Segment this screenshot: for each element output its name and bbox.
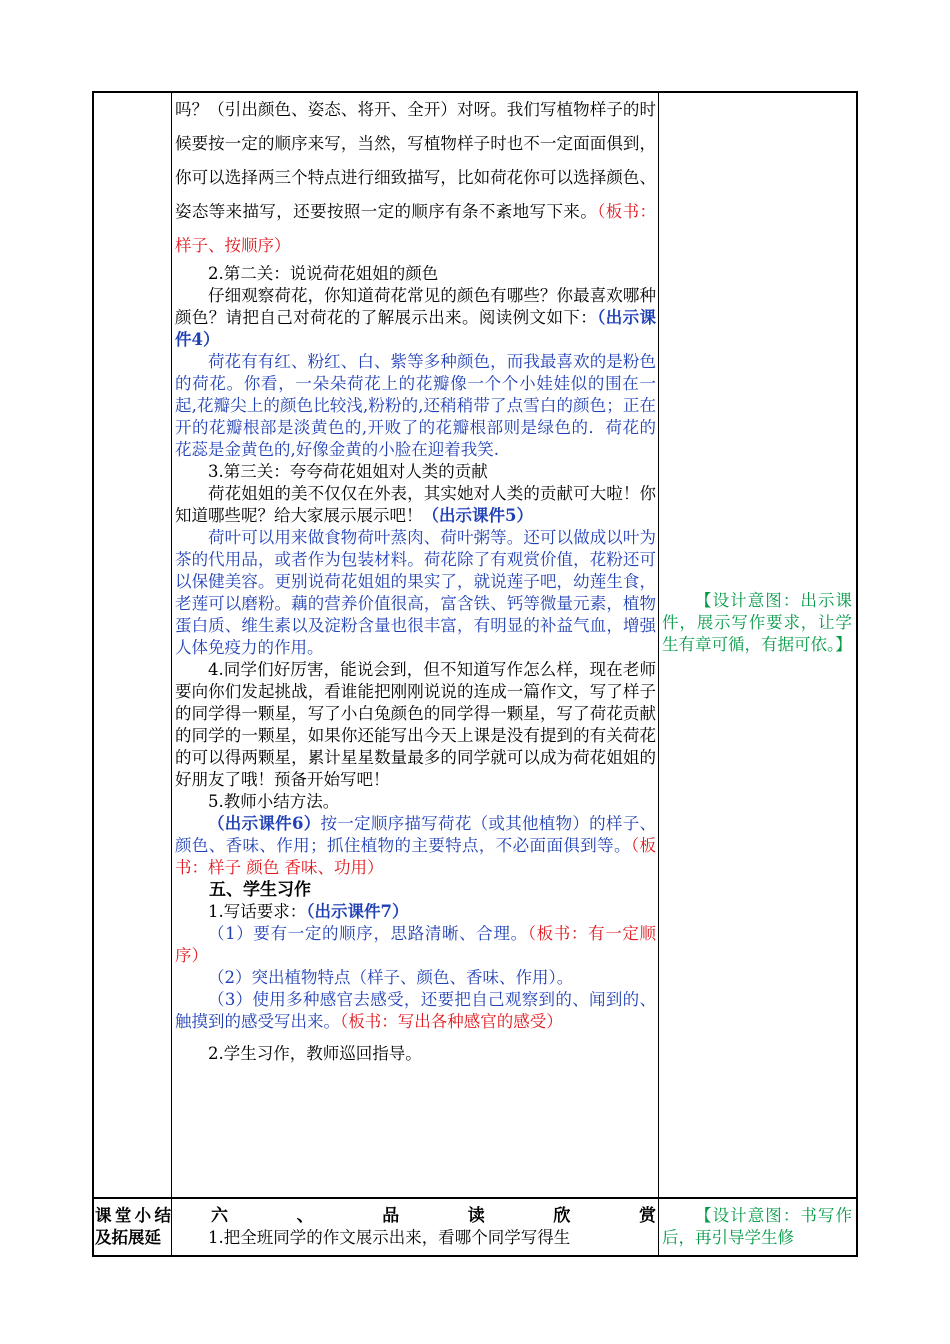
level2-question (175, 285, 656, 351)
title-char: 六 (211, 1206, 228, 1226)
design-note: 【设计意图：出示课件，展示写作要求，让学生有章可循，有据可依。】 (662, 591, 852, 654)
section-label: 课堂小结及拓展延 (95, 1206, 171, 1247)
requirements-label: 1.写话要求： (208, 902, 307, 921)
section6-title (175, 1205, 656, 1227)
requirement-3 (175, 989, 656, 1033)
courseware-5: （出示课件5） (422, 506, 533, 525)
summary-paragraph (175, 813, 656, 879)
lesson-plan-table (92, 91, 858, 1257)
design-intent-cell (659, 93, 856, 1197)
design-intent-cell (659, 1199, 856, 1255)
level3-example: 荷叶可以用来做食物荷叶蒸肉、荷叶粥等。还可以做成以叶为茶的代用品，或者作为包装材料。荷花除了有观赏价值，花粉还可以保健美容。更别说荷花姐姐的果实了，就说莲子吧，幼莲生食，老莲可以磨粉。藕的营养价值很高，富含铁、钙等微量元素，植物蛋白质、维生素以及淀粉含量也很丰富，有明显的补益气血，增强人体免疫力的作用。 (175, 528, 656, 657)
section-label-cell (94, 93, 172, 1197)
process-cell (172, 1199, 659, 1255)
level2-heading: 2.第二关：说说荷花姐姐的颜色 (208, 264, 439, 283)
summary-board: （板书：样子 颜色 香味、功用） (175, 836, 657, 877)
requirement-3-text: （3）使用多种感官去感受，还要把自己观察到的、闻到的、触摸到的感受写出来。 (175, 990, 656, 1031)
level2-question-text: 仔细观察荷花，你知道荷花常见的颜色有哪些？你最喜欢哪种颜色？请把自己对荷花的了解展示出来。阅读例文如下： (175, 286, 656, 327)
level3-question (175, 483, 656, 527)
courseware-6: （出示课件6） (208, 814, 321, 833)
writing-step: 2.学生习作，教师巡回指导。 (208, 1044, 422, 1063)
title-char: 欣 (553, 1206, 571, 1226)
requirement-3-board: （板书：写出各种感官的感受） (340, 1012, 563, 1031)
courseware-7: （出示课件7） (306, 902, 409, 921)
board-note: （板书：样子、按顺序） (175, 202, 657, 255)
section5-title: 五、学生习作 (209, 880, 311, 900)
requirement-2: （2）突出植物特点（样子、颜色、香味、作用）。 (208, 968, 574, 987)
intro-text: 吗？（引出颜色、姿态、将开、全开）对呀。我们写植物样子的时候要按一定的顺序来写，当然，写植物样子时也不一定面面俱到，你可以选择两三个特点进行细致描写，比如荷花你可以选择颜色、姿态等来描写，还要按照一定的顺序有条不紊地写下来。 (175, 100, 656, 221)
requirement-1 (175, 923, 656, 967)
process-cell (172, 93, 659, 1197)
title-char: 赏 (638, 1206, 656, 1226)
requirement-1-board: （板书：有一定顺序） (175, 924, 657, 965)
level3-question-text: 荷花姐姐的美不仅仅在外表，其实她对人类的贡献可大啦！你知道哪些呢？给大家展示展示吧！ (175, 484, 656, 525)
table-row (92, 1199, 858, 1257)
title-char: 读 (467, 1206, 485, 1226)
section6-line1: 1.把全班同学的作文展示出来，看哪个同学写得生 (208, 1228, 571, 1247)
level2-example: 荷花有有红、粉红、白、紫等多种颜色，而我最喜欢的是粉色的荷花。你看，一朵朵荷花上的花瓣像一个个小娃娃似的围在一起,花瓣尖上的颜色比较浅,粉粉的,还稍稍带了点雪白的颜色；正在开的花瓣根部是淡黄色的,开败了的花瓣根部则是绿色的．荷花的花蕊是金黄色的,好像金黄的小脸在迎着我笑. (175, 352, 656, 459)
courseware-4: （出示课件4） (175, 308, 657, 349)
section-label-cell (94, 1199, 172, 1255)
requirements-heading (175, 901, 656, 923)
summary-text: 按一定顺序描写荷花（或其他植物）的样子、颜色、香味、作用；抓住植物的主要特点，不必面面俱到等。 (175, 814, 657, 855)
title-char: 、 (296, 1206, 314, 1226)
summary-heading: 5.教师小结方法。 (208, 792, 340, 811)
title-char: 品 (382, 1206, 400, 1226)
requirement-1-text: （1）要有一定的顺序，思路清晰、合理。 (208, 924, 528, 943)
intro-paragraph (175, 93, 656, 263)
table-row (92, 91, 858, 1199)
level3-heading: 3.第三关：夸夸荷花姐姐对人类的贡献 (208, 462, 488, 481)
level4-paragraph: 4.同学们好厉害，能说会到，但不知道写作怎么样，现在老师要向你们发起挑战，看谁能把刚刚说说的连成一篇作文，写了样子的同学得一颗星，写了小白兔颜色的同学得一颗星，写了荷花贡献的同学的一颗星，如果你还能写出今天上课是没有提到的有关荷花的可以得两颗星，累计星星数量最多的同学就可以成为荷花姐姐的好朋友了哦！预备开始写吧！ (175, 660, 656, 789)
design-note-2: 【设计意图：书写作后，再引导学生修 (662, 1206, 852, 1247)
